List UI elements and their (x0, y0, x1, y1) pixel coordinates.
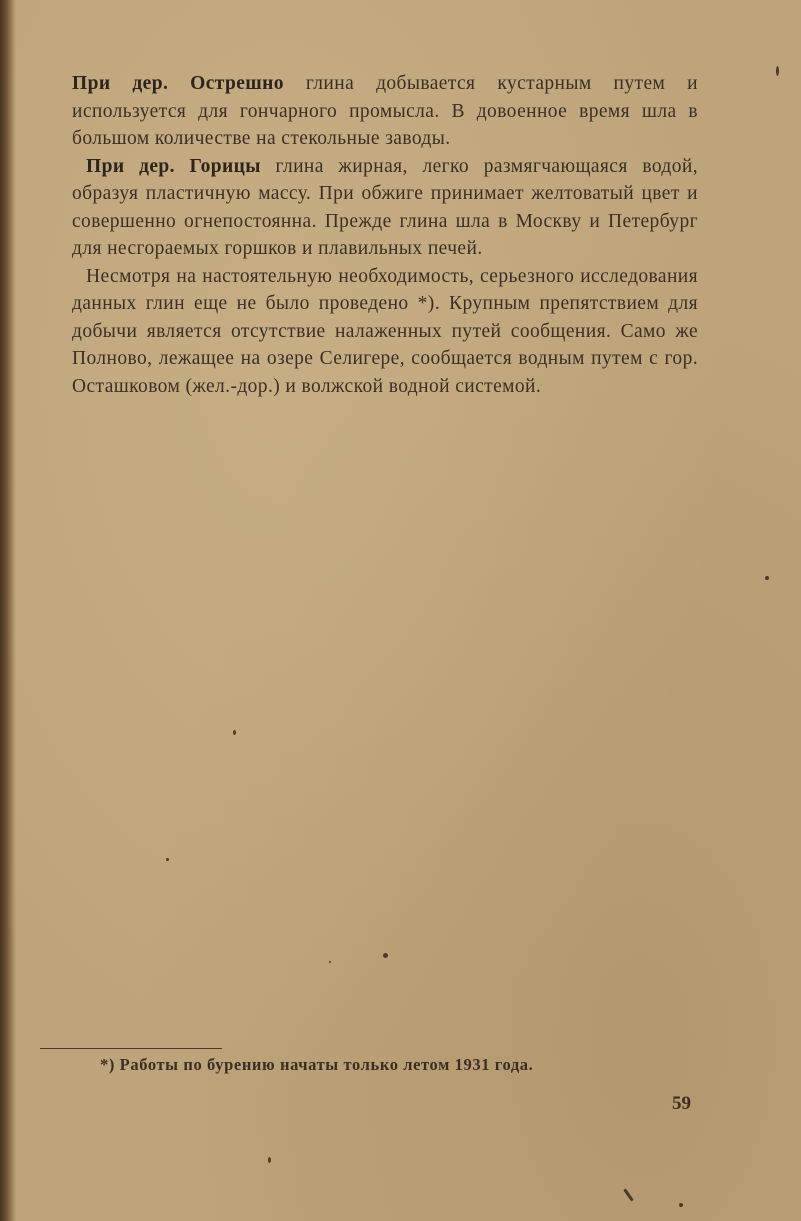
footnote: *) Работы по бурению начаты только летом 1931 года. (100, 1055, 534, 1074)
paragraph-body: глина добывается кустарным путем и используется для гончарного промысла. В довоенное время шла в большом количестве на стекольные заводы. (72, 73, 699, 149)
paper-speck (679, 1203, 683, 1207)
footnote-divider (40, 1048, 222, 1049)
main-text (72, 70, 698, 400)
paragraph-lead: При дер. Горицы (86, 155, 261, 177)
paragraph-goritsy (72, 153, 698, 263)
paragraph-ostreshno (72, 70, 698, 153)
paper-speck (623, 1188, 633, 1201)
paragraph-lead: При дер. Острешно (72, 73, 284, 94)
paper-speck (765, 576, 769, 580)
paragraph-research (72, 263, 698, 401)
page-number: 59 (672, 1093, 691, 1114)
book-binding-edge (0, 0, 16, 1221)
paragraph-body: глина жирная, легко размягчающаяся водой, образуя пластичную массу. При обжиге принимает желтоватый цвет и совершенно огнепостоянна. Прежде глина шла в Москву и Петербург для несгораемых горшков и плавильных печей. (72, 155, 698, 259)
paragraph-body: Несмотря на настоятельную необходимость, серьезного исследования данных глин еще не было проведено *). Крупным препятствием для добычи является отсутствие налаженных путей сообщения. Само же Полново, лежащее на озере Селигере, сообщается водным путем с гор. Осташковом (жел.-дор.) и волжской водной системой. (72, 265, 698, 397)
paper-speck (383, 953, 388, 958)
paper-speck (329, 961, 331, 963)
paper-speck (233, 730, 236, 735)
paper-speck (166, 858, 169, 861)
paper-speck (776, 66, 779, 76)
paper-speck (268, 1157, 271, 1163)
